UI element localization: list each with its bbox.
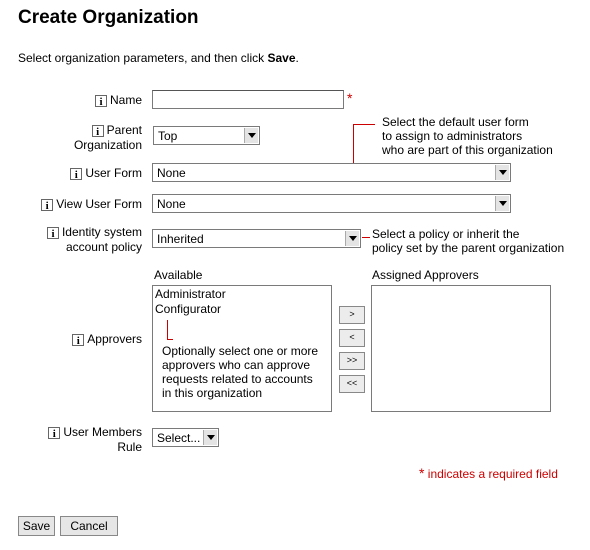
- user-members-rule-select[interactable]: [152, 428, 219, 447]
- parent-label-line2: Organization: [73, 138, 142, 152]
- user-form-label: User Form: [85, 166, 142, 180]
- required-note-text: indicates a required field: [427, 467, 558, 481]
- required-asterisk: *: [347, 90, 353, 106]
- approvers-note-line2: approvers who can approve: [162, 358, 311, 372]
- dropdown-arrow-icon[interactable]: [495, 165, 509, 180]
- name-label-row: [60, 93, 142, 108]
- page-title: Create Organization: [18, 7, 199, 28]
- account-policy-label: [20, 225, 142, 255]
- dropdown-arrow-icon[interactable]: [345, 231, 359, 246]
- user-members-label-line2: Rule: [117, 440, 142, 454]
- approvers-note-line3: requests related to accounts: [162, 372, 313, 386]
- note-connector-vertical: [353, 124, 354, 165]
- approvers-label-row: [40, 332, 142, 347]
- required-field-note: [419, 465, 558, 481]
- user-members-rule-label: [20, 425, 142, 455]
- user-form-value: None: [157, 166, 186, 180]
- intro-suffix: .: [295, 51, 299, 65]
- parent-organization-value: Top: [158, 129, 178, 143]
- policy-note-connector: [362, 237, 370, 238]
- intro-save-word: Save: [267, 51, 296, 65]
- user-form-label-row: [40, 166, 142, 181]
- user-members-label-line1: User Members: [63, 425, 142, 439]
- approvers-note-line1: Optionally select one or more: [162, 344, 319, 358]
- approvers-label: Approvers: [87, 332, 142, 346]
- available-label: Available: [154, 268, 203, 282]
- user-members-rule-value: Select...: [157, 431, 201, 445]
- view-user-form-label: View User Form: [56, 197, 142, 211]
- move-all-left-button[interactable]: <<: [339, 375, 365, 393]
- name-input[interactable]: [152, 90, 344, 109]
- move-left-button[interactable]: <: [339, 329, 365, 347]
- policy-note-line2: policy set by the parent organization: [372, 241, 565, 255]
- approvers-note-line4: in this organization: [162, 386, 263, 400]
- info-icon[interactable]: i: [41, 199, 53, 211]
- dropdown-arrow-icon[interactable]: [203, 430, 217, 445]
- parent-organization-label: [50, 123, 142, 153]
- view-user-form-label-row: [20, 197, 142, 212]
- page-instructions: [18, 51, 299, 65]
- parent-organization-select[interactable]: [153, 126, 260, 145]
- policy-label-line1: Identity system: [61, 225, 142, 239]
- user-form-note-line1: Select the default user form: [382, 115, 529, 129]
- account-policy-value: Inherited: [157, 232, 204, 246]
- policy-note: [372, 227, 564, 255]
- intro-text: Select organization parameters, and then click: [18, 51, 268, 65]
- user-form-select[interactable]: [152, 163, 511, 182]
- info-icon[interactable]: i: [92, 125, 104, 137]
- parent-label-line1: Parent: [106, 123, 142, 137]
- list-item[interactable]: Administrator: [155, 287, 226, 301]
- info-icon[interactable]: i: [47, 227, 59, 239]
- policy-label-line2: account policy: [65, 240, 142, 254]
- dropdown-arrow-icon[interactable]: [495, 196, 509, 211]
- required-asterisk: *: [419, 465, 425, 481]
- view-user-form-value: None: [157, 197, 186, 211]
- note-connector-horizontal: [353, 124, 375, 125]
- info-icon[interactable]: i: [72, 334, 84, 346]
- account-policy-select[interactable]: [152, 229, 361, 248]
- info-icon[interactable]: i: [48, 427, 60, 439]
- available-approvers-list[interactable]: [152, 285, 332, 412]
- list-item[interactable]: Configurator: [155, 302, 222, 316]
- name-label: Name: [109, 93, 142, 107]
- move-right-button[interactable]: >: [339, 306, 365, 324]
- user-form-note: [382, 115, 553, 157]
- assigned-approvers-list[interactable]: [371, 285, 551, 412]
- user-form-note-line3: who are part of this organization: [382, 143, 553, 157]
- policy-note-line1: Select a policy or inherit the: [372, 227, 520, 241]
- assigned-approvers-label: Assigned Approvers: [372, 268, 479, 282]
- approvers-note: [162, 344, 318, 400]
- view-user-form-select[interactable]: [152, 194, 511, 213]
- approvers-note-connector-vertical: [167, 320, 168, 339]
- dropdown-arrow-icon[interactable]: [244, 128, 258, 143]
- info-icon[interactable]: i: [70, 168, 82, 180]
- info-icon[interactable]: i: [95, 95, 107, 107]
- user-form-note-line2: to assign to administrators: [382, 129, 523, 143]
- cancel-button[interactable]: Cancel: [60, 516, 118, 536]
- save-button[interactable]: Save: [18, 516, 55, 536]
- move-all-right-button[interactable]: >>: [339, 352, 365, 370]
- approvers-note-connector-horizontal: [167, 339, 173, 340]
